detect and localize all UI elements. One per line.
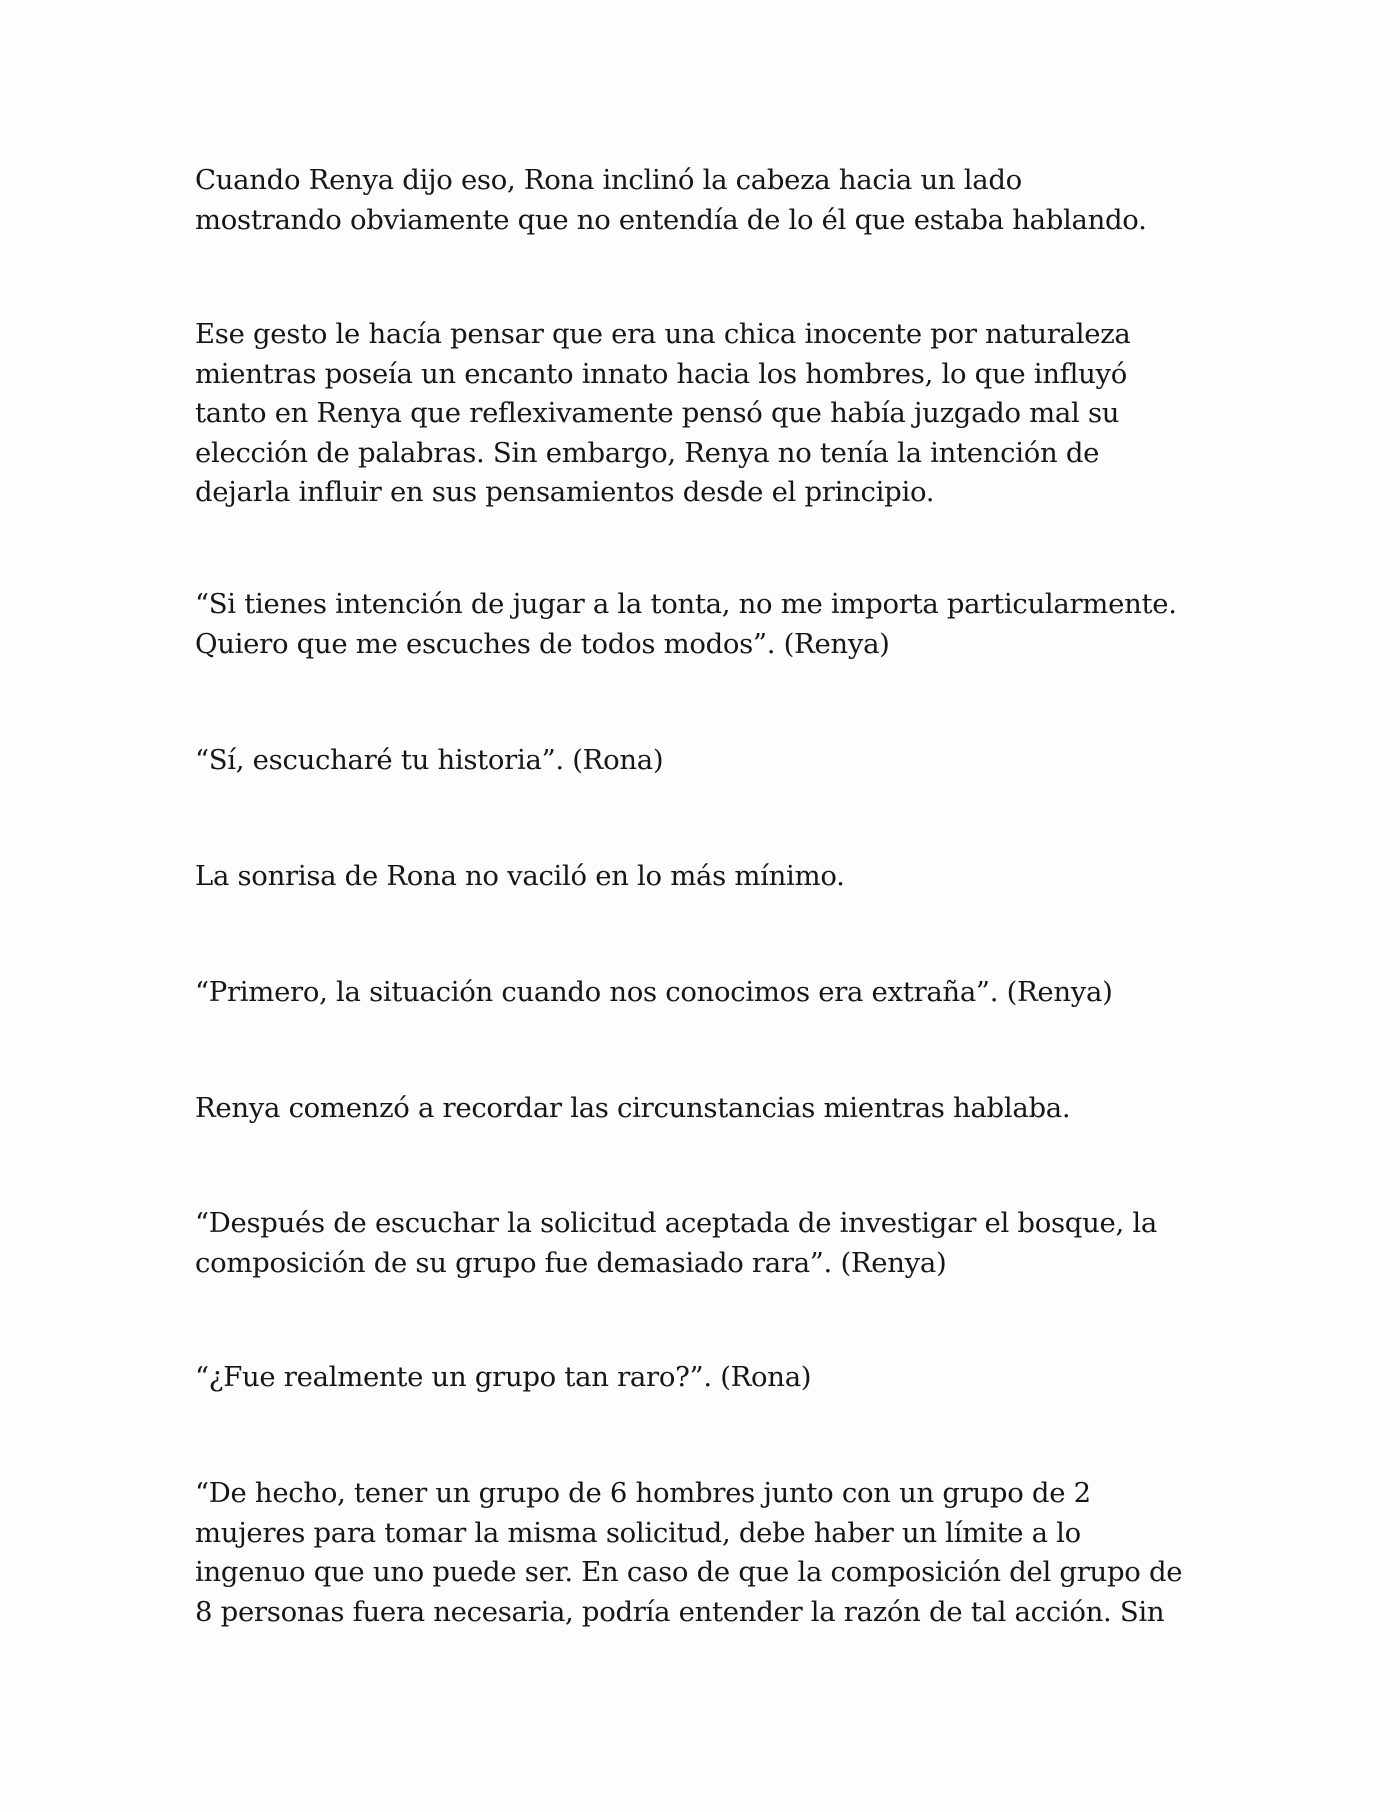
paragraph-3: “Si tienes intención de jugar a la tonta, no me importa particularmente. Quiero que me escuches de todos modos”. (Renya): [195, 588, 1177, 660]
paragraph-4: “Sí, escucharé tu historia”. (Rona): [195, 744, 664, 776]
paragraph-6: “Primero, la situación cuando nos conocimos era extraña”. (Renya): [195, 976, 1113, 1008]
paragraph-10: “De hecho, tener un grupo de 6 hombres junto con un grupo de 2 mujeres para tomar la misma solicitud, debe haber un límite a lo ingenuo que uno puede ser. En caso de que la composición del grupo de 8 personas fuera necesaria, podría entender la razón de tal acción. Sin: [195, 1477, 1183, 1628]
paragraph-8: “Después de escuchar la solicitud aceptada de investigar el bosque, la composición de su grupo fue demasiado rara”. (Renya): [195, 1207, 1157, 1279]
paragraph-2: Ese gesto le hacía pensar que era una chica inocente por naturaleza mientras poseía un encanto innato hacia los hombres, lo que influyó tanto en Renya que reflexivamente pensó que había juzgado mal su elección de palabras. Sin embargo, Renya no tenía la intención de dejarla influir en sus pensamientos desde el principio.: [195, 318, 1131, 508]
paragraph-7: Renya comenzó a recordar las circunstancias mientras hablaba.: [195, 1092, 1071, 1124]
paragraph-9: “¿Fue realmente un grupo tan raro?”. (Rona): [195, 1361, 812, 1393]
paragraph-5: La sonrisa de Rona no vaciló en lo más mínimo.: [195, 860, 845, 892]
paragraph-1: Cuando Renya dijo eso, Rona inclinó la cabeza hacia un lado mostrando obviamente que no entendía de lo él que estaba hablando.: [195, 164, 1147, 236]
